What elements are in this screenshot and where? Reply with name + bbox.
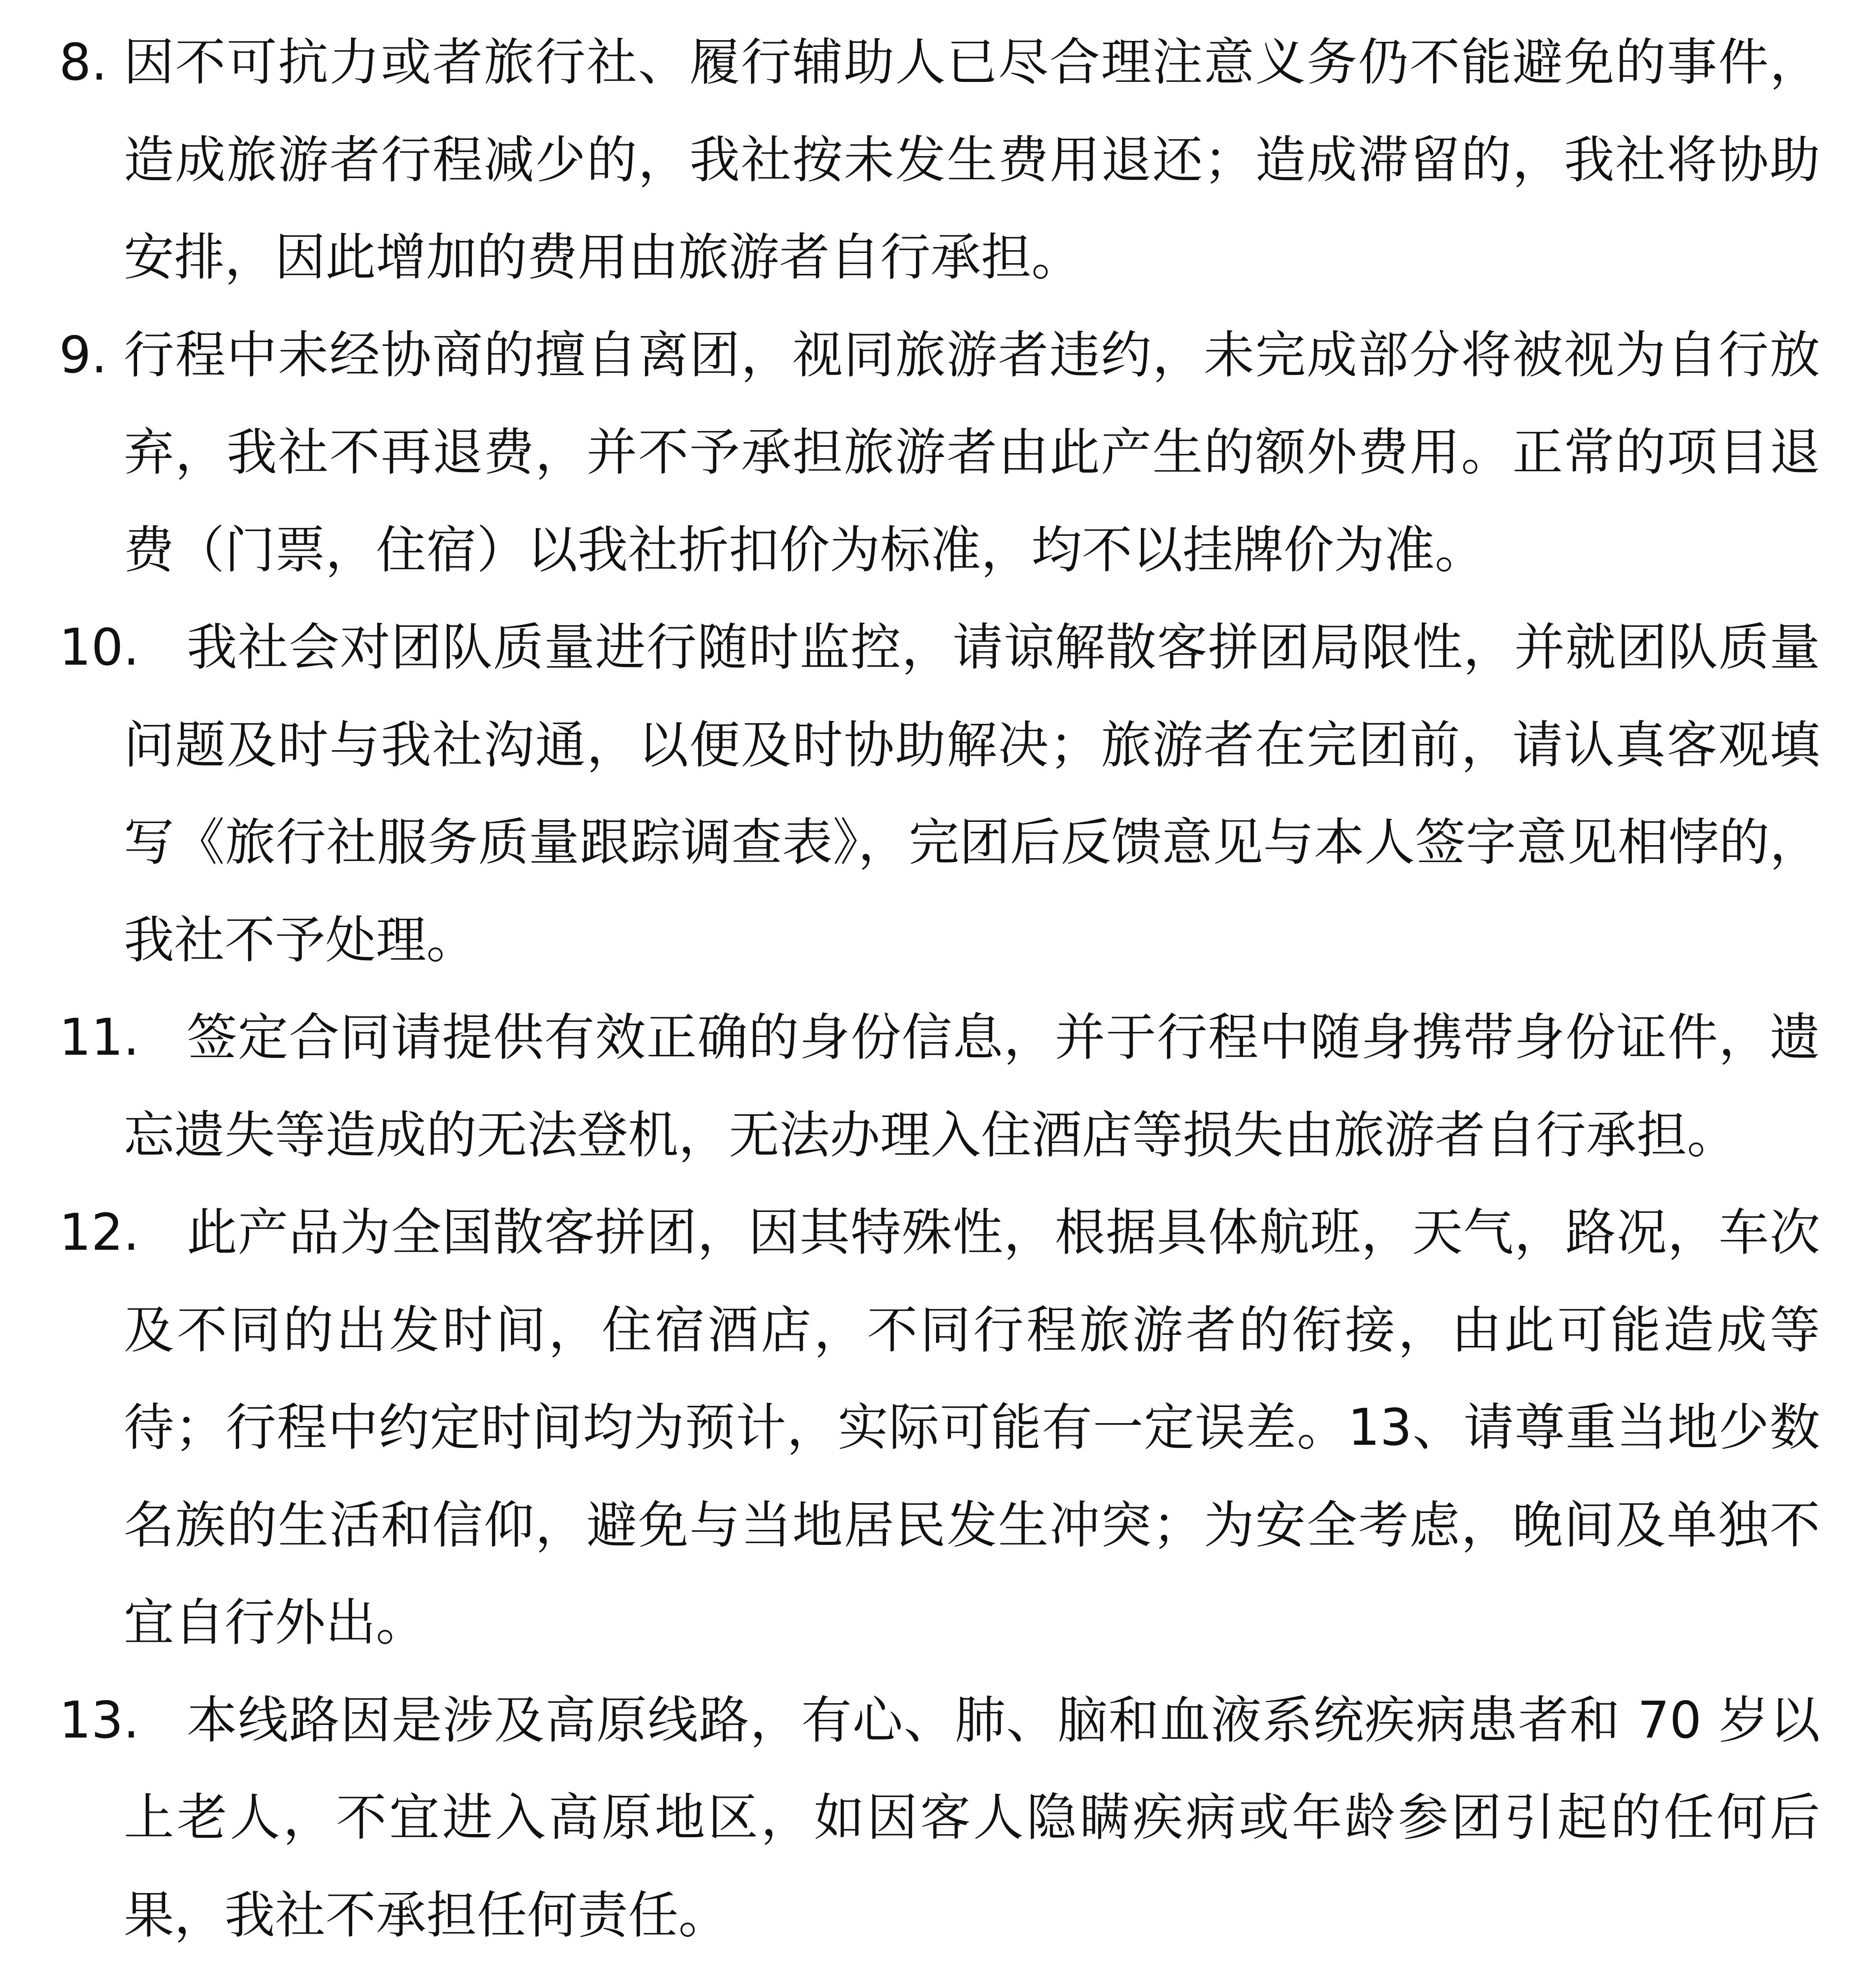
item-text: 此产品为全国散客拼团，因其特殊性，根据具体航班，天气，路况，车次及不同的出发时间，住宿酒店，不同行程旅游者的衔接，由此可能造成等待；行程中约定时间均为预计，实际可能有一定误差。13、请尊重当地少数名族的生活和信仰，避免与当地居民发生冲突；为安全考虑，晚间及单独不宜自行外出。 (124, 1203, 1820, 1652)
list-item (59, 989, 1820, 1184)
item-text: 行程中未经协商的擅自离团，视同旅游者违约，未完成部分将被视为自行放弃，我社不再退费，并不予承担旅游者由此产生的额外费用。正常的项目退费（门票，住宿）以我社折扣价为标准，均不以挂牌价为准。 (124, 325, 1820, 580)
list-item (59, 1672, 1820, 1964)
item-text (124, 1964, 1820, 1970)
list-item (59, 599, 1820, 989)
list-item (59, 307, 1820, 599)
list-item (59, 1964, 1820, 1970)
item-text: 因不可抗力或者旅行社、履行辅助人已尽合理注意义务仍不能避免的事件，造成旅游者行程减少的，我社按未发生费用退还；造成滞留的，我社将协助安排，因此增加的费用由旅游者自行承担。 (124, 33, 1820, 287)
item-number: 13. (59, 1691, 139, 1750)
notice-list (59, 14, 1820, 1970)
item-text: 签定合同请提供有效正确的身份信息，并于行程中随身携带身份证件，遗忘遗失等造成的无法登机，无法办理入住酒店等损失由旅游者自行承担。 (124, 1008, 1820, 1165)
list-item (59, 1184, 1820, 1672)
item-number (59, 1964, 139, 1970)
item-text: 本线路因是涉及高原线路，有心、肺、脑和血液系统疾病患者和 70 岁以上老人，不宜进入高原地区，如因客人隐瞒疾病或年龄参团引起的任何后果，我社不承担任何责任。 (124, 1691, 1820, 1945)
item-text: 我社会对团队质量进行随时监控，请谅解散客拼团局限性，并就团队质量问题及时与我社沟通，以便及时协助解决；旅游者在完团前，请认真客观填写《旅行社服务质量跟踪调查表》，完团后反馈意见与本人签字意见相悖的，我社不予处理。 (124, 618, 1820, 970)
item-number: 9. (59, 325, 108, 385)
item-number: 10. (59, 618, 139, 677)
list-item (59, 14, 1820, 307)
item-number: 8. (59, 33, 108, 92)
item-number: 12. (59, 1203, 139, 1262)
item-number: 11. (59, 1008, 139, 1067)
